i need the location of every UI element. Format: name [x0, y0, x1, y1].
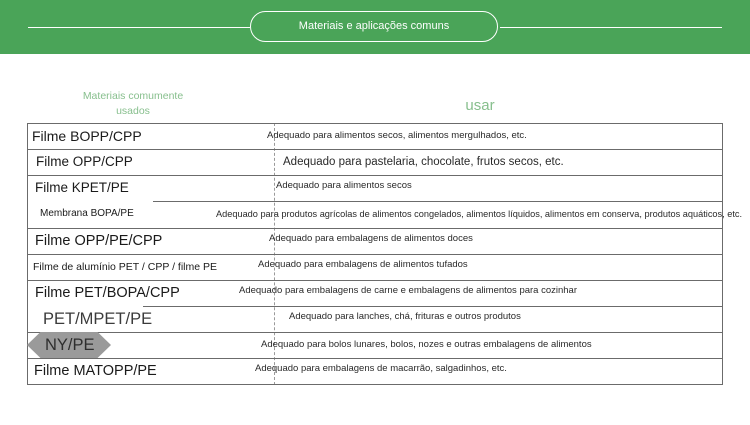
material-cell: PET/MPET/PE [43, 310, 153, 328]
usage-cell: Adequado para bolos lunares, bolos, nozes e outras embalagens de alimentos [261, 339, 592, 350]
material-cell: Filme KPET/PE [35, 180, 129, 195]
usage-cell: Adequado para embalagens de macarrão, salgadinhos, etc. [255, 363, 507, 374]
usage-cell: Adequado para lanches, chá, frituras e outros produtos [289, 311, 521, 322]
column-header-materials: Materiais comumente usados [82, 90, 184, 117]
material-cell: Filme de alumínio PET / CPP / filme PE [33, 261, 218, 273]
usage-cell: Adequado para embalagens de carne e embalagens de alimentos para cozinhar [239, 285, 578, 296]
material-cell: Filme BOPP/CPP [32, 128, 142, 144]
table-row [27, 280, 723, 306]
material-cell: NY/PE [45, 336, 95, 354]
usage-cell: Adequado para alimentos secos [276, 180, 412, 191]
column-header-usage: usar [465, 97, 495, 114]
material-cell: Filme PET/BOPA/CPP [35, 285, 180, 301]
table-row [27, 228, 723, 254]
material-cell: Filme OPP/PE/CPP [35, 233, 163, 249]
usage-cell: Adequado para pastelaria, chocolate, frutos secos, etc. [283, 156, 564, 168]
material-cell: Filme OPP/CPP [36, 154, 133, 169]
material-cell: Filme MATOPP/PE [34, 363, 157, 379]
table-row [27, 123, 723, 149]
materials-table [27, 123, 743, 385]
banner-divider-right [500, 27, 722, 28]
usage-cell: Adequado para embalagens de alimentos doces [269, 233, 473, 244]
banner-title: Materiais e aplicações comuns [250, 11, 498, 42]
table-row [27, 358, 723, 384]
header-banner [0, 0, 750, 54]
usage-cell: Adequado para embalagens de alimentos tufados [258, 259, 468, 270]
usage-cell: Adequado para produtos agrícolas de alimentos congelados, alimentos líquidos, alimentos em conserva, produtos aquáticos, etc. [216, 209, 743, 219]
row-separator [27, 384, 723, 385]
table-row [27, 332, 723, 358]
table-row [27, 306, 723, 332]
table-row [27, 149, 723, 175]
table-row [27, 201, 743, 227]
table-row [27, 254, 723, 280]
table-row [27, 175, 723, 201]
usage-cell: Adequado para alimentos secos, alimentos mergulhados, etc. [267, 130, 527, 141]
banner-divider-left [28, 27, 250, 28]
material-cell: Membrana BOPA/PE [40, 208, 134, 219]
